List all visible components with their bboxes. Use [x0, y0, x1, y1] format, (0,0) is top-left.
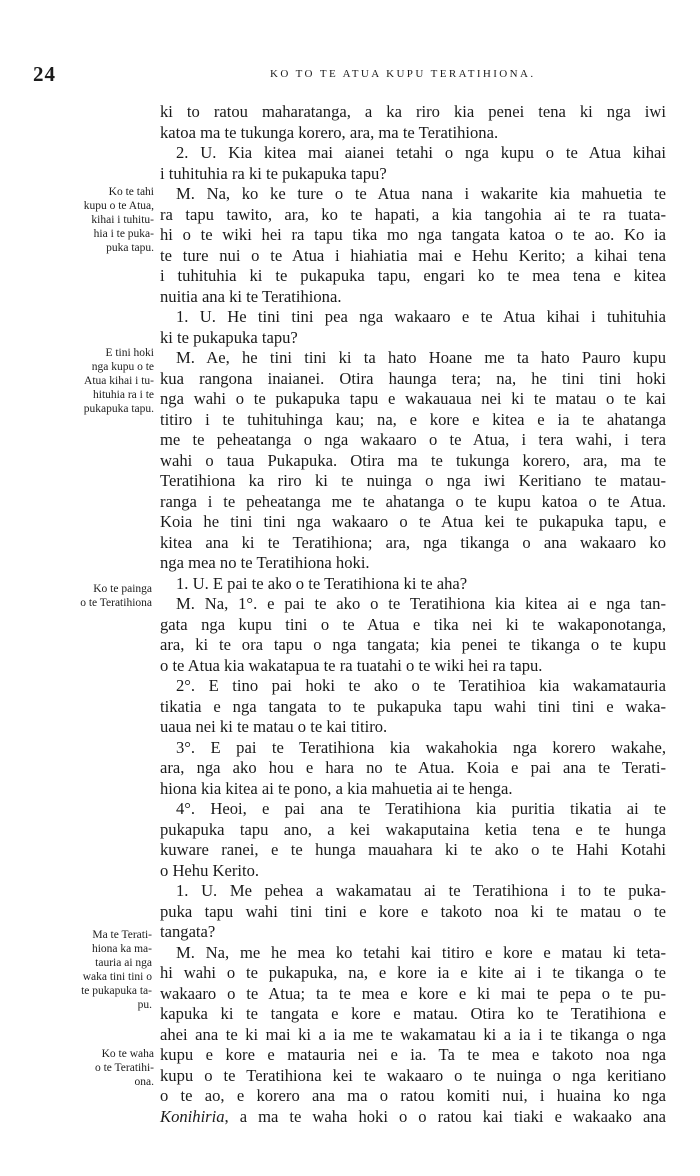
text-line: Konihiria, a ma te waha hoki o o ratou kai tiaki e wakaako ana	[160, 1106, 666, 1126]
text-line: hi wahi o te pukapuka, na, e kore ia e kite ai i te tikanga o te	[160, 963, 666, 982]
text-line: titiro i te tuhituhinga kau; na, e kore e kitea e ia te ahatanga	[160, 409, 666, 429]
margin-note-line: waka tini tini o	[82, 971, 152, 983]
text-line: tikatia e nga tangata to te pukapuka tapu wahi tini tini e waka-	[160, 696, 666, 716]
margin-note	[36, 1047, 154, 1089]
text-line: pukapuka tapu ano, a kei wakaputaina ketia tena e te hunga	[160, 819, 666, 839]
margin-note-line: pukapuka tapu.	[83, 403, 154, 415]
text-line: me te peheatanga o nga wakaaro o te Atua, i tera wahi, i tera	[160, 430, 666, 449]
margin-note-line: puka tapu.	[106, 242, 154, 254]
margin-note-line: hiona ka ma-	[91, 943, 152, 955]
margin-note	[36, 185, 154, 255]
margin-note	[34, 928, 152, 1012]
margin-note-line: pu.	[137, 999, 152, 1011]
text-line: 4°. Heoi, e pai ana te Teratihiona kia puritia tikatia ai te	[176, 799, 666, 818]
margin-note-line: hituhia ra i te	[93, 389, 154, 401]
text-line: ranga i te peheatanga me te ahatanga o te kupu katoa o te Atua.	[160, 491, 666, 511]
text-line: hi o te wiki hei ra tapu tika mo nga tangata katoa o te ao. Ko ia	[160, 225, 666, 244]
text-line: kupu o te Teratihiona kei te wakaaro o te nuinga o nga keritiano	[160, 1065, 666, 1085]
text-line: wakaaro o te Atua; ta te mea e kore e ki mai te pepa o te pu-	[160, 983, 666, 1003]
margin-note-line: ona.	[134, 1076, 154, 1088]
text-line: kupu e kore e matauria nei e ia. Ta te mea e takoto noa nga	[160, 1045, 666, 1064]
text-line: gata nga kupu tini o te Atua e tika nei ki te wakaponotanga,	[160, 614, 666, 634]
text-line: M. Na, 1°. e pai te ako o te Teratihiona kia kitea ai e nga tan-	[176, 594, 666, 613]
margin-note-line: kihai i tuhitu-	[91, 214, 154, 226]
text-line: kua rangona inaianei. Otira haunga tera; na, he tini tini hoki	[160, 368, 666, 388]
text-line: hiona kia kitea ai te pono, a kia mahuetia ai te henga.	[160, 778, 513, 798]
text-line: 1. U. He tini tini pea nga wakaaro e te Atua kihai i tuhituhia	[176, 307, 666, 326]
margin-note-line: o te Teratihi-	[94, 1062, 154, 1074]
text-line: Koia he tini tini nga wakaaro o te Atua kei te pukapuka tapu, e	[160, 512, 666, 531]
text-line: M. Na, ko ke ture o te Atua nana i wakarite kia mahuetia te	[176, 184, 666, 203]
margin-note-line: te pukapuka ta-	[81, 985, 152, 997]
text-line: 3°. E pai te Teratihiona kia wakahokia nga korero wakahe,	[176, 737, 666, 757]
text-line: 1. U. Me pehea a wakamatau ai te Teratihiona i to te puka-	[176, 881, 666, 900]
text-line: o te Atua kia wakatapua te ra tuatahi o te wiki hei ra tapu.	[160, 655, 543, 675]
text-line: i tuhituhia ki te pukapuka tapu, engari ko te mea tena e kitea	[160, 266, 666, 285]
text-line: ki to ratou maharatanga, a ka riro kia penei tena ki nga iwi	[160, 102, 666, 121]
margin-note-line: kupu o te Atua,	[83, 200, 154, 212]
text-line: te ture nui o te Atua i hiahiatia mai e Hehu Kerito; a kihai tena	[160, 245, 666, 265]
margin-note-line: E tini hoki	[105, 347, 154, 359]
text-line: puka tapu wahi tini tini e kore e takoto noa ki te matau o te	[160, 901, 666, 921]
text-line: o Hehu Kerito.	[160, 860, 260, 880]
text-line: Teratihiona ka riro ki te nuinga o nga iwi Keritiano te matau-	[160, 471, 666, 490]
text-line: kitea ana ki te Teratihiona; ara, nga tikanga o ana wakaaro ko	[160, 532, 666, 552]
text-line: uaua nei ki te matau o te kai titiro.	[160, 717, 388, 736]
margin-note-line: o te Teratihiona	[80, 597, 152, 609]
margin-note	[36, 346, 154, 416]
text-line: M. Ae, he tini tini ki ta hato Hoane me ta hato Pauro kupu	[176, 348, 666, 367]
text-line: ra tapu tawito, ara, ko te hapati, a kia tangohia ai te ra tuata-	[160, 204, 666, 224]
margin-note-line: Ma te Terati-	[92, 929, 152, 941]
margin-note-line: nga kupu o te	[91, 361, 154, 373]
text-line: tangata?	[160, 922, 216, 941]
text-line: kuware ranei, e te hunga mauahara ki te ako o te Hahi Kotahi	[160, 840, 666, 859]
text-line: ara, ki te ora tapu o nga tangata; kia penei te tikanga o te kupu	[160, 635, 666, 654]
margin-note-line: Ko te painga	[93, 583, 152, 595]
text-line: katoa ma te tukunga korero, ara, ma te Teratihiona.	[160, 122, 499, 142]
margin-note-line: Ko te tahi	[108, 186, 154, 198]
text-line: 2°. E tino pai hoki te ako o te Teratihioa kia wakamatauria	[176, 676, 666, 695]
text-line: 2. U. Kia kitea mai aianei tetahi o nga kupu o te Atua kihai	[176, 143, 666, 162]
margin-note-line: Ko te waha	[101, 1048, 154, 1060]
text-line: ahei ana te ki mai ki a ia me te wakamatau ki a ia i te tikanga o nga	[160, 1024, 666, 1044]
margin-note	[34, 582, 152, 610]
text-line: wahi o taua Pukapuka. Otira ma te tukunga korero, ara, ma te	[160, 450, 666, 470]
running-head: KO TO TE ATUA KUPU TERATIHIONA.	[270, 68, 536, 80]
text-line: nga mea no te Teratihiona hoki.	[160, 553, 370, 572]
margin-note-line: tauria ai nga	[95, 957, 152, 969]
text-line: 1. U. E pai te ako o te Teratihiona ki te aha?	[176, 573, 468, 593]
text-line: i tuhituhia ra ki te pukapuka tapu?	[160, 163, 387, 183]
text-line: ki te pukapuka tapu?	[160, 327, 298, 347]
text-line: o te ao, e korero ana ma o ratou komiti nui, i huaina ko nga	[160, 1086, 666, 1105]
text-line: nuitia ana ki te Teratihiona.	[160, 286, 342, 306]
text-line: ara, nga ako hou e hara no te Atua. Koia e pai ana te Terati-	[160, 758, 666, 777]
text-line: M. Na, me he mea ko tetahi kai titiro e kore e matau ki teta-	[176, 942, 666, 962]
margin-note-line: hia i te puka-	[93, 228, 154, 240]
page-number: 24	[33, 62, 56, 86]
text-line: nga wahi o te pukapuka tapu e wakauaua nei ki te matau o te kai	[160, 389, 666, 408]
margin-note-line: Atua kihai i tu-	[84, 375, 154, 387]
text-line: kapuka ki te tangata e kore e matau. Otira ko te Teratihiona e	[160, 1004, 666, 1023]
